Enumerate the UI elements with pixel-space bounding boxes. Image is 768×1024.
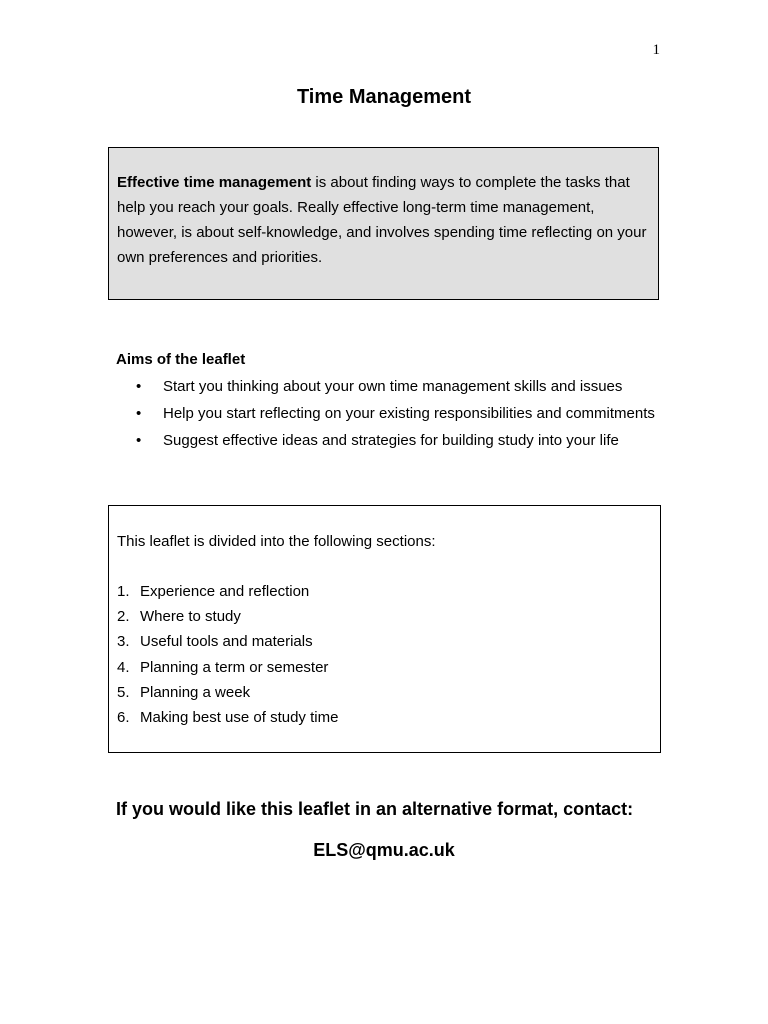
section-label: Experience and reflection <box>140 583 310 600</box>
contact-email[interactable]: ELS@qmu.ac.uk <box>313 840 455 860</box>
section-number: 1. <box>117 583 130 600</box>
section-label: Useful tools and materials <box>140 633 313 651</box>
section-number: 4. <box>117 658 130 676</box>
aims-item <box>116 401 676 426</box>
section-item <box>117 629 652 654</box>
section-item <box>117 604 652 629</box>
section-item <box>117 705 652 730</box>
section-item <box>117 579 652 604</box>
section-item <box>117 655 652 680</box>
intro-text: is about finding ways to complete the tasks that help you reach your goals. Really effective long-term time management, however, is about self-knowledge, and involves spending time reflecting on your own preferences and priorities. <box>117 174 647 266</box>
section-label: Where to study <box>140 608 241 626</box>
section-number: 6. <box>117 709 130 727</box>
intro-lead: Effective time management <box>117 174 312 191</box>
aims-heading: Aims of the leaflet <box>116 351 246 368</box>
aims-list <box>116 374 676 453</box>
page-number: 1 <box>652 42 660 58</box>
section-label: Planning a term or semester <box>140 658 329 676</box>
aims-item-text: Help you start reflecting on your existing responsibilities and commitments <box>163 405 655 422</box>
bullet-icon: • <box>136 405 142 422</box>
page-title: Time Management <box>296 86 472 108</box>
intro-box <box>108 147 659 300</box>
contact-text: If you would like this leaflet in an alternative format, contact: <box>116 799 634 819</box>
sections-intro: This leaflet is divided into the following sections: <box>117 533 436 550</box>
sections-box <box>108 505 661 753</box>
section-item <box>117 680 652 705</box>
sections-list <box>117 579 652 730</box>
aims-item <box>116 374 676 399</box>
section-number: 2. <box>117 608 130 626</box>
bullet-icon: • <box>136 432 142 449</box>
bullet-icon: • <box>136 378 142 395</box>
aims-item <box>116 428 676 453</box>
section-number: 3. <box>117 633 130 651</box>
section-label: Planning a week <box>140 683 251 701</box>
aims-item-text: Suggest effective ideas and strategies for building study into your life <box>163 432 619 449</box>
section-number: 5. <box>117 683 130 701</box>
section-label: Making best use of study time <box>140 709 339 727</box>
aims-item-text: Start you thinking about your own time management skills and issues <box>163 378 623 395</box>
aims-section <box>116 348 676 455</box>
